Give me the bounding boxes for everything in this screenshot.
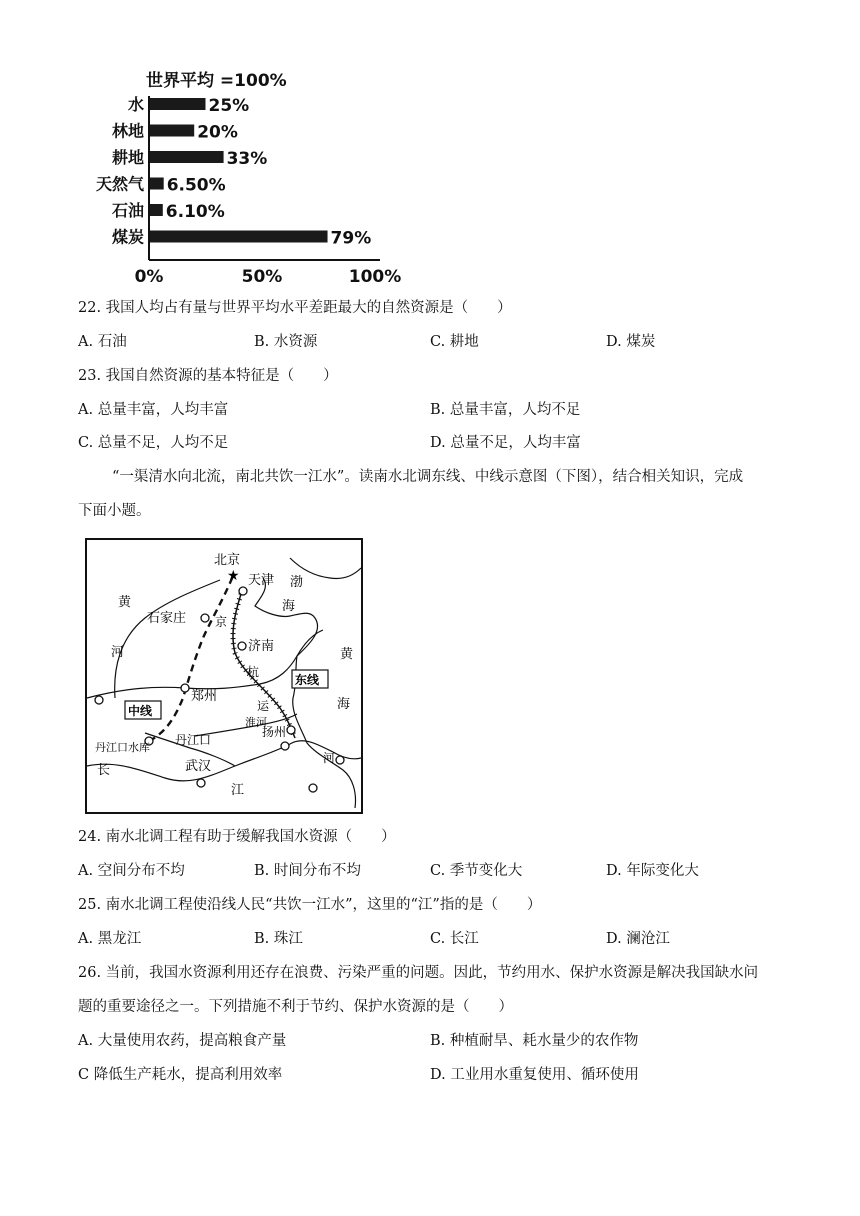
bar [149, 125, 194, 137]
label-he1: 河 [111, 645, 125, 660]
q26-option-a[interactable]: A. 大量使用农药，提高粮食产量 [78, 1033, 287, 1049]
q25-stem: 25. 南水北调工程使沿线人民“共饮一江水”，这里的“江”指的是（ ） [78, 897, 542, 913]
value-label: 6.10% [165, 202, 225, 222]
label-danjiangkou-reservoir: 丹江口水库 [95, 741, 150, 754]
q26-stem-line-2: 题的重要途径之一。下列措施不利于节约、保护水资源的是（ ） [78, 999, 513, 1015]
label-danjiangkou: 丹江口 [175, 733, 212, 747]
label-bo: 渤 [290, 575, 304, 590]
value-label: 20% [197, 122, 238, 143]
category-label: 水 [127, 95, 144, 114]
label-hai1: 海 [282, 599, 296, 614]
map-svg [85, 538, 363, 814]
q22-stem: 22. 我国人均占有量与世界平均水平差距最大的自然资源是（ ） [78, 300, 512, 316]
x-tick-label: 100% [348, 267, 402, 287]
zhengzhou-dot [181, 684, 189, 692]
bar [149, 204, 163, 216]
q23-option-a[interactable]: A. 总量丰富，人均丰富 [78, 402, 229, 418]
label-zhongxian: 中线 [128, 704, 153, 718]
q23-option-d[interactable]: D. 总量不足，人均丰富 [430, 435, 581, 451]
label-hang: 杭 [247, 665, 260, 679]
q23-stem: 23. 我国自然资源的基本特征是（ ） [78, 368, 338, 384]
label-yun: 运 [257, 699, 270, 713]
label-dongxian: 东线 [295, 673, 320, 687]
label-wuhan: 武汉 [185, 759, 212, 774]
q26-option-c[interactable]: C 降低生产耗水，提高利用效率 [78, 1067, 283, 1083]
q23-option-b[interactable]: B. 总量丰富，人均不足 [430, 402, 581, 418]
x-tick-label: 50% [241, 267, 283, 287]
label-jing: 京 [215, 615, 228, 629]
value-label: 33% [226, 149, 268, 169]
q26-option-b[interactable]: B. 种植耐旱、耗水量少的农作物 [430, 1033, 639, 1049]
q22-option-a[interactable]: A. 石油 [78, 334, 127, 350]
chart-title: 世界平均 =100% [146, 71, 287, 91]
category-label: 煤炭 [111, 227, 144, 247]
label-shijiazhuang: 石家庄 [147, 611, 187, 626]
q25-option-a[interactable]: A. 黑龙江 [78, 931, 142, 947]
q22-option-b[interactable]: B. 水资源 [254, 334, 318, 350]
q26-stem-line-1: 26. 当前，我国水资源利用还存在浪费、污染严重的问题。因此，节约用水、保护水资源是解决我国缺水问 [78, 965, 759, 981]
category-label: 石油 [111, 201, 144, 220]
wuhan-dot [197, 779, 205, 787]
label-jiang: 江 [231, 783, 245, 798]
q25-option-d[interactable]: D. 澜沧江 [606, 931, 670, 947]
label-beijing: 北京 [214, 553, 241, 568]
label-zhengzhou: 郑州 [191, 689, 218, 704]
bar [149, 151, 224, 163]
label-chang: 长 [97, 763, 111, 778]
x-tick-label: 0% [134, 267, 164, 287]
label-yangzhou: 扬州 [262, 725, 287, 739]
bar [149, 178, 164, 190]
q24-option-d[interactable]: D. 年际变化大 [606, 863, 699, 879]
q24-option-a[interactable]: A. 空间分布不均 [78, 863, 185, 879]
southeast-dot [309, 784, 317, 792]
passage-line-1: “一渠清水向北流，南北共饮一江水”。读南水北调东线、中线示意图（下图），结合相关知识，完成 [112, 469, 744, 485]
label-huang-river: 黄 [118, 595, 132, 610]
q25-option-b[interactable]: B. 珠江 [254, 931, 303, 947]
q23-option-c[interactable]: C. 总量不足，人均不足 [78, 435, 229, 451]
beijing-star: ★ [227, 568, 240, 584]
label-he2: 河 [323, 751, 336, 765]
passage-line-2: 下面小题。 [78, 503, 151, 519]
bar [149, 98, 206, 110]
label-huaihe: 淮河 [245, 716, 267, 729]
label-jinan: 济南 [248, 639, 275, 654]
shanghai-dot [336, 756, 344, 764]
category-label: 耕地 [111, 148, 144, 167]
label-tianjin: 天津 [248, 573, 275, 588]
q24-option-c[interactable]: C. 季节变化大 [430, 863, 523, 879]
q25-option-c[interactable]: C. 长江 [430, 931, 479, 947]
bar [149, 231, 328, 243]
q24-option-b[interactable]: B. 时间分布不均 [254, 863, 361, 879]
chart-svg [80, 60, 410, 290]
value-label: 6.50% [166, 175, 226, 196]
resource-bar-chart [80, 60, 410, 290]
category-label: 天然气 [95, 174, 144, 194]
value-label: 79% [330, 228, 372, 249]
jinan-dot [238, 642, 246, 650]
tianjin-dot [239, 587, 247, 595]
label-huang-sea: 黄 [340, 647, 354, 662]
q22-option-d[interactable]: D. 煤炭 [606, 334, 656, 350]
q26-option-d[interactable]: D. 工业用水重复使用、循环使用 [430, 1067, 639, 1083]
value-label: 25% [208, 96, 250, 116]
yangzhou-dot [287, 726, 295, 734]
category-label: 林地 [111, 121, 144, 141]
label-hai2: 海 [337, 697, 351, 712]
south-north-water-map [85, 538, 363, 814]
west-city-dot [95, 696, 103, 704]
shijiazhuang-dot [201, 614, 209, 622]
nanjing-dot [281, 742, 289, 750]
q22-option-c[interactable]: C. 耕地 [430, 334, 479, 350]
q24-stem: 24. 南水北调工程有助于缓解我国水资源（ ） [78, 829, 396, 845]
